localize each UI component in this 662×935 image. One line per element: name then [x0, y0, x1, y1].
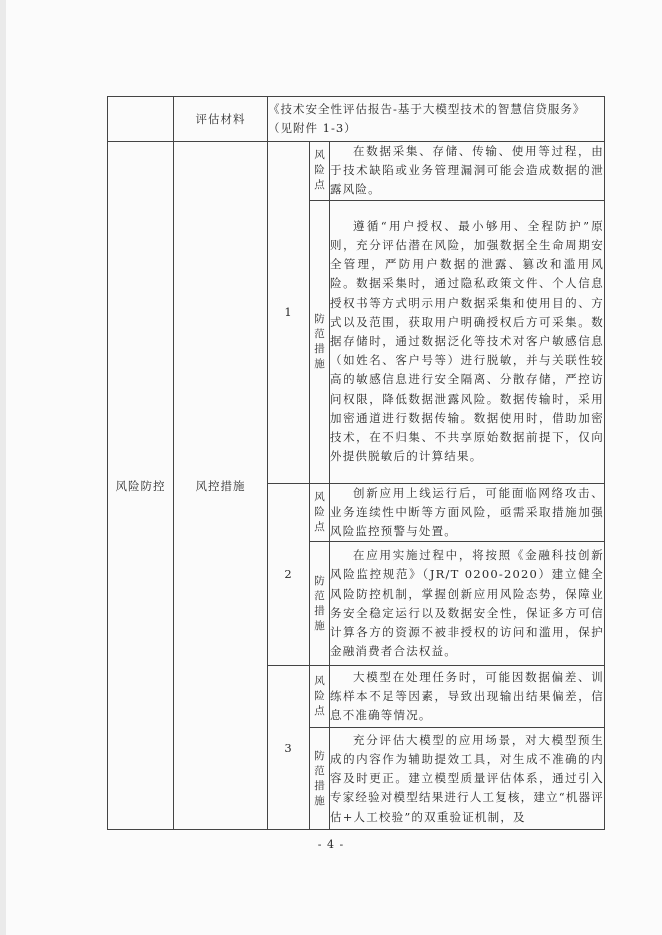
item-1-risk-text — [330, 142, 605, 201]
item-2-risk-text — [330, 483, 605, 542]
assessment-table — [107, 96, 605, 830]
item-1-measure-text — [330, 200, 605, 483]
subcategory-cell: 风控措施 — [174, 142, 268, 830]
item-2-measure-label: 防范措施 — [310, 542, 330, 666]
item-3-measure-content: 充分评估大模型的应用场景，对大模型预生成的内容作为辅助提效工具，对生成不准确的内容及时更正。建立模型质量评估体系，通过引入专家经验对模型结果进行人工复核，建立“机器评估+人工校验”的双重验证机制，及 — [330, 732, 605, 824]
material-label: 评估材料 — [174, 97, 268, 142]
item-1-risk-content: 在数据采集、存储、传输、使用等过程，由于技术缺陷或业务管理漏洞可能会造成数据的泄露风险。 — [330, 144, 605, 197]
page-edge — [0, 0, 6, 935]
item-3-measure-text — [330, 728, 605, 830]
item-3-measure-label: 防范措施 — [310, 728, 330, 830]
item-2-risk-content: 创新应用上线运行后，可能面临网络攻击、业务连续性中断等方面风险，亟需采取措施加强风险监控预警与处置。 — [330, 485, 605, 539]
item-3-number: 3 — [268, 666, 310, 830]
item-1-risk-row — [108, 142, 605, 201]
item-2-number: 2 — [268, 483, 310, 666]
item-2-measure-text — [330, 542, 605, 666]
material-value: 《技术安全性评估报告-基于大模型技术的智慧信贷服务》（见附件 1-3） — [268, 97, 605, 142]
item-2-risk-label: 风险点 — [310, 483, 330, 542]
material-row — [108, 97, 605, 142]
page-number: - 4 - — [317, 838, 345, 851]
item-1-measure-content: 遵循“用户授权、最小够用、全程防护”原则，充分评估潜在风险，加强数据全生命周期安全管理，严防用户数据的泄露、篡改和滥用风险。数据采集时，通过隐私政策文件、个人信息授权书等方式明示用户数据采集和使用目的、方式以及范围，获取用户明确授权后方可采集。数据存储时，通过数据泛化等技术对客户敏感信息（如姓名、客户号等）进行脱敏，并与关联性较高的敏感信息进行安全隔离、分散存储，严控访问权限，降低数据泄露风险。数据传输时，采用加密通道进行数据传输。数据使用时，借助加密技术，在不归集、不共享原始数据前提下，仅向外提供脱敏后的计算结果。 — [330, 218, 605, 464]
item-3-risk-content: 大模型在处理任务时，可能因数据偏差、训练样本不足等因素，导致出现输出结果偏差，信息不准确等情况。 — [330, 669, 605, 723]
item-1-measure-label: 防范措施 — [310, 200, 330, 483]
item-1-number: 1 — [268, 142, 310, 484]
material-empty-cell — [108, 97, 174, 142]
item-3-risk-label: 风险点 — [310, 666, 330, 728]
item-2-measure-content: 在应用实施过程中，将按照《金融科技创新风险监控规范》（JR/T 0200-2020）建立健全风险防控机制，掌握创新应用风险态势，保障业务安全稳定运行以及数据安全性，保证多方可信计算各方的资源不被非授权的访问和滥用，保护金融消费者合法权益。 — [330, 548, 605, 659]
item-3-risk-text — [330, 666, 605, 728]
item-1-risk-label: 风险点 — [310, 142, 330, 201]
category-cell: 风险防控 — [108, 142, 174, 830]
